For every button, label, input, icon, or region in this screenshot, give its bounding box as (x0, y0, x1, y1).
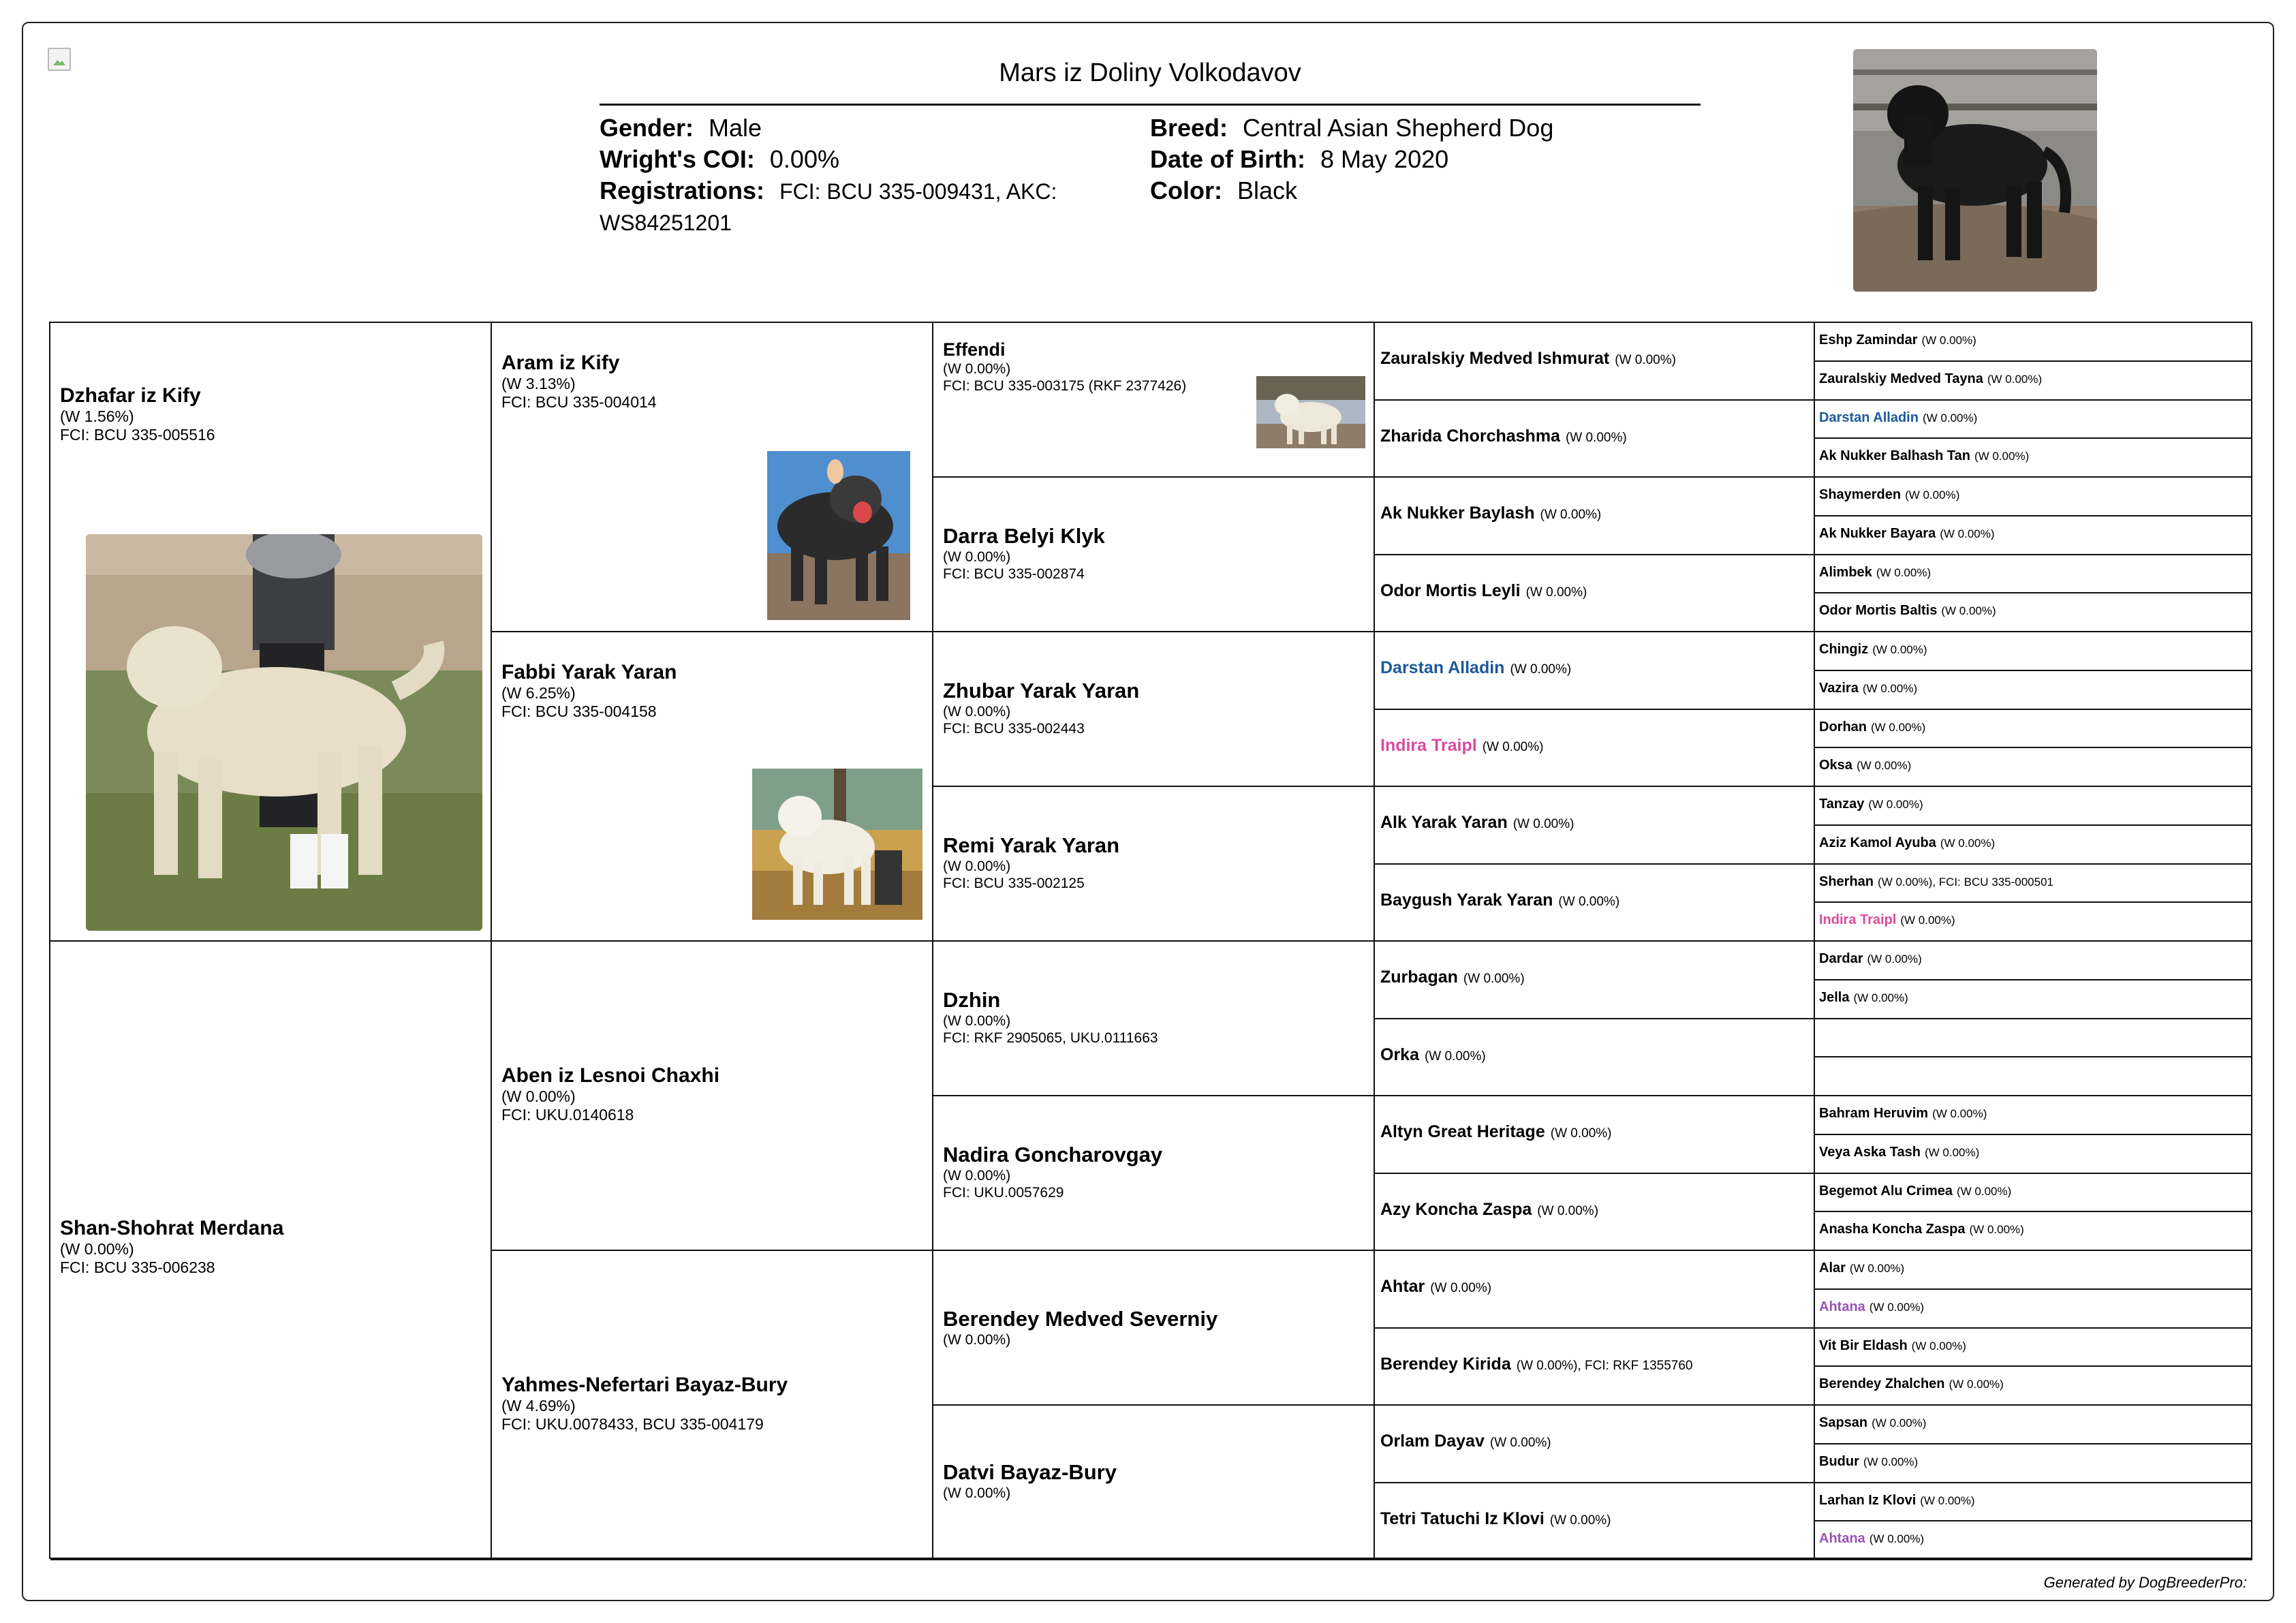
ancestor-coi: (W 0.00%) (1924, 1145, 1980, 1159)
gen4-cell (1375, 632, 1815, 710)
color-value: Black (1237, 176, 1298, 204)
ancestor-coi: (W 0.00%) (1868, 798, 1923, 811)
ancestor-name: Aben iz Lesnoi Chaxhi (501, 1064, 720, 1087)
dob-row (1150, 144, 1448, 175)
ancestor-coi: (W 0.00%) (1549, 1513, 1611, 1528)
gen5-cell (1815, 1057, 2252, 1096)
ancestor-name: Ahtar (1380, 1277, 1425, 1296)
ancestor-coi: (W 0.00%) (1565, 430, 1627, 445)
ancestor-coi: (W 0.00%) (943, 704, 1011, 720)
dog-name-title: Mars iz Doliny Volkodavov (999, 59, 1301, 87)
gen5-cell (1815, 516, 2252, 555)
gen5-cell (1815, 555, 2252, 594)
ancestor-name: Dzhin (943, 988, 1001, 1012)
gen3-cell (933, 1406, 1375, 1560)
ancestor-name: Chingiz (1819, 642, 1869, 657)
ancestor-coi: (W 0.00%) (943, 549, 1011, 565)
ancestor-name: Dorhan (1819, 719, 1867, 735)
gender-label: Gender: (600, 114, 694, 142)
ancestor-name: Nadira Goncharovgay (943, 1143, 1163, 1166)
ancestor-photo (752, 769, 922, 920)
registrations-label: Registrations: (600, 176, 765, 204)
ancestor-coi: (W 0.00%) (1987, 372, 2043, 386)
coi-row (600, 144, 839, 175)
ancestor-coi: (W 0.00%) (1974, 450, 2030, 463)
gen4-cell (1375, 1406, 1815, 1483)
gender-row (600, 112, 762, 144)
ancestor-coi: (W 0.00%) (1516, 1358, 1578, 1373)
ancestor-name: Odor Mortis Leyli (1380, 581, 1521, 600)
ancestor-registration: FCI: BCU 335-004158 (501, 702, 657, 720)
ancestor-coi: (W 0.00%) (1849, 1262, 1905, 1275)
ancestor-coi: (W 0.00%) (1872, 643, 1927, 656)
ancestor-name: Indira Traipl (1380, 735, 1477, 755)
gen2-cell (492, 1251, 933, 1560)
ancestor-coi: (W 0.00%) (943, 859, 1011, 874)
ancestor-coi: (W 0.00%) (1856, 759, 1912, 773)
ancestor-name: Baygush Yarak Yaran (1380, 890, 1553, 910)
gen5-cell (1815, 401, 2252, 439)
ancestor-registration: , FCI: BCU 335-000501 (1932, 875, 2053, 888)
ancestor-coi: (W 0.00%) (1878, 875, 1933, 888)
gen5-cell (1815, 942, 2252, 980)
ancestor-name: Larhan Iz Klovi (1819, 1492, 1917, 1508)
gen5-cell (1815, 323, 2252, 362)
gen5-cell (1815, 439, 2252, 478)
gen5-cell (1815, 593, 2252, 632)
ancestor-name: Orka (1380, 1045, 1419, 1064)
gen4-cell (1375, 1329, 1815, 1406)
ancestor-coi: (W 4.69%) (501, 1397, 576, 1415)
ancestor-name: Darra Belyi Klyk (943, 524, 1105, 548)
ancestor-coi: (W 0.00%) (1558, 894, 1620, 909)
ancestor-coi: (W 0.00%) (943, 361, 1011, 377)
ancestor-coi: (W 0.00%) (943, 1013, 1011, 1029)
gen3-cell (933, 1096, 1375, 1251)
gen4-cell (1375, 1174, 1815, 1252)
title-divider (600, 104, 1701, 106)
ancestor-registration: FCI: BCU 335-005516 (60, 426, 215, 444)
ancestor-coi: (W 0.00%) (1869, 1300, 1925, 1314)
ancestor-name: Zhubar Yarak Yaran (943, 679, 1140, 702)
ancestor-name: Aram iz Kify (501, 352, 620, 374)
ancestor-coi: (W 0.00%) (943, 1332, 1011, 1348)
broken-image-icon (48, 48, 71, 71)
ancestor-coi: (W 0.00%) (1949, 1378, 2004, 1391)
gen5-cell (1815, 748, 2252, 787)
ancestor-name: Eshp Zamindar (1819, 333, 1918, 347)
ancestor-coi: (W 0.00%) (943, 1168, 1011, 1184)
ancestor-coi: (W 0.00%) (1956, 1184, 2012, 1198)
gen4-cell (1375, 1019, 1815, 1097)
ancestor-name: Anasha Koncha Zaspa (1819, 1222, 1966, 1237)
ancestor-coi: (W 0.00%) (1863, 1455, 1919, 1468)
breed-row (1150, 112, 1553, 144)
color-label: Color: (1150, 176, 1222, 204)
ancestor-registration: FCI: BCU 335-002874 (943, 566, 1085, 582)
gen4-cell (1375, 1483, 1815, 1561)
gen5-cell (1815, 980, 2252, 1019)
gen5-cell (1815, 903, 2252, 942)
gen3-cell (933, 787, 1375, 942)
gen3-cell (933, 478, 1375, 632)
gen4-cell (1375, 710, 1815, 788)
gen4-cell (1375, 1096, 1815, 1174)
ancestor-name: Vazira (1819, 680, 1859, 696)
ancestor-coi: (W 0.00%) (1941, 604, 1996, 618)
gen5-cell (1815, 1212, 2252, 1251)
ancestor-name: Indira Traipl (1819, 912, 1897, 928)
ancestor-name: Ak Nukker Bayara (1819, 525, 1936, 541)
breed-label: Breed: (1150, 114, 1228, 142)
ancestor-registration: FCI: BCU 335-003175 (RKF 2377426) (943, 378, 1187, 394)
gen4-cell (1375, 1251, 1815, 1329)
gen5-cell (1815, 362, 2252, 401)
ancestor-coi: (W 0.00%) (1463, 972, 1525, 986)
ancestor-photo (1256, 376, 1365, 448)
ancestor-name: Datvi Bayaz-Bury (943, 1460, 1117, 1484)
gen5-cell (1815, 826, 2252, 865)
ancestor-name: Vit Bir Eldash (1819, 1338, 1908, 1353)
ancestor-name: Alimbek (1819, 564, 1872, 580)
gender-value: Male (709, 114, 762, 142)
ancestor-coi: (W 0.00%) (1424, 1049, 1486, 1064)
ancestor-coi: (W 1.56%) (60, 407, 134, 425)
gen5-cell (1815, 1444, 2252, 1483)
registrations-line1: FCI: BCU 335-009431, AKC: (779, 179, 1057, 204)
ancestor-coi: (W 0.00%) (1430, 1281, 1492, 1295)
gen5-cell (1815, 1406, 2252, 1444)
gen5-cell (1815, 710, 2252, 749)
ancestor-coi: (W 0.00%) (1871, 720, 1926, 734)
ancestor-name: Odor Mortis Baltis (1819, 603, 1938, 619)
ancestor-coi: (W 0.00%) (1489, 1436, 1551, 1450)
gen5-cell (1815, 1174, 2252, 1213)
ancestor-registration: FCI: RKF 2905065, UKU.0111663 (943, 1030, 1158, 1046)
ancestor-coi: (W 0.00%) (1920, 1494, 1975, 1507)
gen2-cell (492, 632, 933, 942)
gen5-cell (1815, 632, 2252, 671)
color-row (1150, 175, 1297, 206)
ancestor-coi: (W 0.00%) (1537, 1203, 1599, 1218)
gen5-cell (1815, 787, 2252, 826)
gen4-cell (1375, 787, 1815, 865)
ancestor-coi: (W 0.00%) (1862, 681, 1918, 695)
gen2-cell (492, 323, 933, 632)
ancestor-name: Berendey Kirida (1380, 1354, 1511, 1374)
ancestor-coi: (W 0.00%) (1867, 953, 1922, 965)
ancestor-name: Aziz Kamol Ayuba (1819, 835, 1936, 850)
ancestor-photo (767, 451, 910, 620)
ancestor-name: Veya Aska Tash (1819, 1144, 1921, 1160)
ancestor-name: Shan-Shohrat Merdana (60, 1217, 284, 1239)
ancestor-name: Altyn Great Heritage (1380, 1122, 1545, 1141)
ancestor-name: Azy Koncha Zaspa (1380, 1199, 1532, 1219)
ancestor-name: Darstan Alladin (1819, 409, 1919, 425)
ancestor-coi: (W 0.00%) (1969, 1223, 2024, 1237)
pedigree-table (49, 322, 2252, 1559)
gen5-cell (1815, 1367, 2252, 1406)
ancestor-coi: (W 0.00%) (943, 1485, 1011, 1501)
ancestor-name: Berendey Zhalchen (1819, 1376, 1945, 1392)
gen3-cell (933, 632, 1375, 787)
ancestor-name: Berendey Medved Severniy (943, 1307, 1218, 1331)
ancestor-name: Fabbi Yarak Yaran (501, 661, 677, 683)
ancestor-coi: (W 0.00%) (1922, 411, 1978, 424)
ancestor-coi: (W 0.00%) (1869, 1532, 1925, 1546)
ancestor-coi: (W 0.00%) (1540, 508, 1602, 522)
gen3-cell (933, 323, 1375, 478)
ancestor-name: Yahmes-Nefertari Bayaz-Bury (501, 1374, 788, 1396)
ancestor-registration: FCI: UKU.0140618 (501, 1106, 634, 1124)
registrations-row (600, 175, 1057, 207)
gen4-cell (1375, 478, 1815, 555)
ancestor-registration: , FCI: RKF 1355760 (1577, 1358, 1693, 1373)
registrations-line2: WS84251201 (600, 211, 732, 235)
ancestor-name: Sapsan (1819, 1415, 1868, 1430)
dob-value: 8 May 2020 (1320, 145, 1449, 173)
ancestor-name: Zurbagan (1380, 968, 1458, 987)
gen5-cell (1815, 1251, 2252, 1290)
ancestor-coi: (W 0.00%) (1550, 1126, 1612, 1141)
ancestor-name: Zharida Chorchashma (1380, 426, 1560, 446)
ancestor-name: Ahtana (1819, 1299, 1865, 1314)
gen5-cell (1815, 1483, 2252, 1522)
gen2-cell (492, 942, 933, 1251)
ancestor-name: Sherhan (1819, 874, 1874, 889)
gen4-cell (1375, 401, 1815, 478)
ancestor-coi: (W 0.00%) (1872, 1417, 1927, 1429)
ancestor-registration: FCI: BCU 335-006238 (60, 1258, 215, 1276)
ancestor-name: Ak Nukker Balhash Tan (1819, 448, 1970, 464)
gen5-cell (1815, 671, 2252, 710)
ancestor-coi: (W 0.00%) (1853, 991, 1908, 1004)
ancestor-name: Ahtana (1819, 1531, 1865, 1547)
ancestor-coi: (W 0.00%) (1940, 527, 1995, 540)
ancestor-coi: (W 0.00%) (1510, 662, 1572, 677)
ancestor-coi: (W 0.00%) (1900, 914, 1955, 927)
ancestor-name: Darstan Alladin (1380, 658, 1505, 677)
ancestor-registration: FCI: UKU.0057629 (943, 1185, 1064, 1201)
ancestor-coi: (W 0.00%) (1932, 1107, 1987, 1120)
ancestor-name: Dardar (1819, 951, 1863, 966)
ancestor-coi: (W 0.00%) (501, 1087, 576, 1105)
ancestor-coi: (W 0.00%) (1512, 817, 1574, 831)
ancestor-name: Budur (1819, 1453, 1859, 1469)
ancestor-coi: (W 0.00%) (1911, 1339, 1966, 1352)
ancestor-coi: (W 0.00%) (1921, 334, 1976, 347)
generated-by-footer: Generated by DogBreederPro: (2043, 1574, 2247, 1591)
ancestor-registration: FCI: BCU 335-002443 (943, 721, 1085, 737)
ancestor-coi: (W 6.25%) (501, 684, 576, 702)
main-dog-photo (1853, 49, 2097, 292)
ancestor-coi: (W 0.00%) (1482, 739, 1544, 754)
ancestor-coi: (W 3.13%) (501, 375, 576, 392)
ancestor-name: Zauralskiy Medved Ishmurat (1380, 349, 1610, 368)
gen4-cell (1375, 555, 1815, 633)
gen5-cell (1815, 1329, 2252, 1367)
ancestor-coi: (W 0.00%) (1876, 566, 1932, 579)
ancestor-name: Zauralskiy Medved Tayna (1819, 371, 1983, 386)
gen4-cell (1375, 942, 1815, 1019)
gen5-cell (1815, 865, 2252, 903)
ancestor-registration: FCI: BCU 335-002125 (943, 876, 1085, 891)
ancestor-coi: (W 0.00%) (1905, 489, 1960, 501)
ancestor-name: Oksa (1819, 758, 1852, 773)
gen1-dam-cell (50, 942, 492, 1560)
dob-label: Date of Birth: (1150, 145, 1305, 173)
ancestor-name: Alk Yarak Yaran (1380, 813, 1508, 832)
coi-value: 0.00% (769, 145, 839, 173)
ancestor-name: Remi Yarak Yaran (943, 833, 1120, 857)
ancestor-name: Jella (1819, 989, 1850, 1005)
gen5-cell (1815, 1521, 2252, 1560)
ancestor-coi: (W 0.00%) (1615, 353, 1676, 367)
ancestor-name: Dzhafar iz Kify (60, 384, 201, 407)
ancestor-name: Tanzay (1819, 797, 1865, 812)
ancestor-name: Tetri Tatuchi Iz Klovi (1380, 1509, 1545, 1528)
ancestor-name: Ak Nukker Baylash (1380, 504, 1535, 523)
gen3-cell (933, 942, 1375, 1096)
ancestor-registration: FCI: UKU.0078433, BCU 335-004179 (501, 1415, 764, 1433)
gen5-cell (1815, 1096, 2252, 1135)
ancestor-name: Shaymerden (1819, 487, 1902, 502)
gen4-cell (1375, 323, 1815, 401)
breed-value: Central Asian Shepherd Dog (1243, 114, 1554, 142)
ancestor-coi: (W 0.00%) (1940, 836, 1996, 850)
coi-label: Wright's COI: (600, 145, 755, 173)
ancestor-name: Orlam Dayav (1380, 1432, 1485, 1451)
gen1-sire-cell (50, 323, 492, 942)
ancestor-name: Alar (1819, 1261, 1846, 1276)
gen3-cell (933, 1251, 1375, 1406)
gen5-cell (1815, 1135, 2252, 1174)
ancestor-name: Begemot Alu Crimea (1819, 1183, 1953, 1199)
ancestor-coi: (W 0.00%) (60, 1240, 134, 1258)
gen5-cell (1815, 1290, 2252, 1329)
gen4-cell (1375, 865, 1815, 942)
ancestor-name: Bahram Heruvim (1819, 1106, 1929, 1121)
gen5-cell (1815, 478, 2252, 516)
ancestor-registration: FCI: BCU 335-004014 (501, 393, 657, 411)
sire-photo (86, 534, 482, 931)
ancestor-name: Effendi (943, 339, 1006, 360)
ancestor-coi: (W 0.00%) (1525, 585, 1587, 600)
gen5-cell (1815, 1019, 2252, 1058)
